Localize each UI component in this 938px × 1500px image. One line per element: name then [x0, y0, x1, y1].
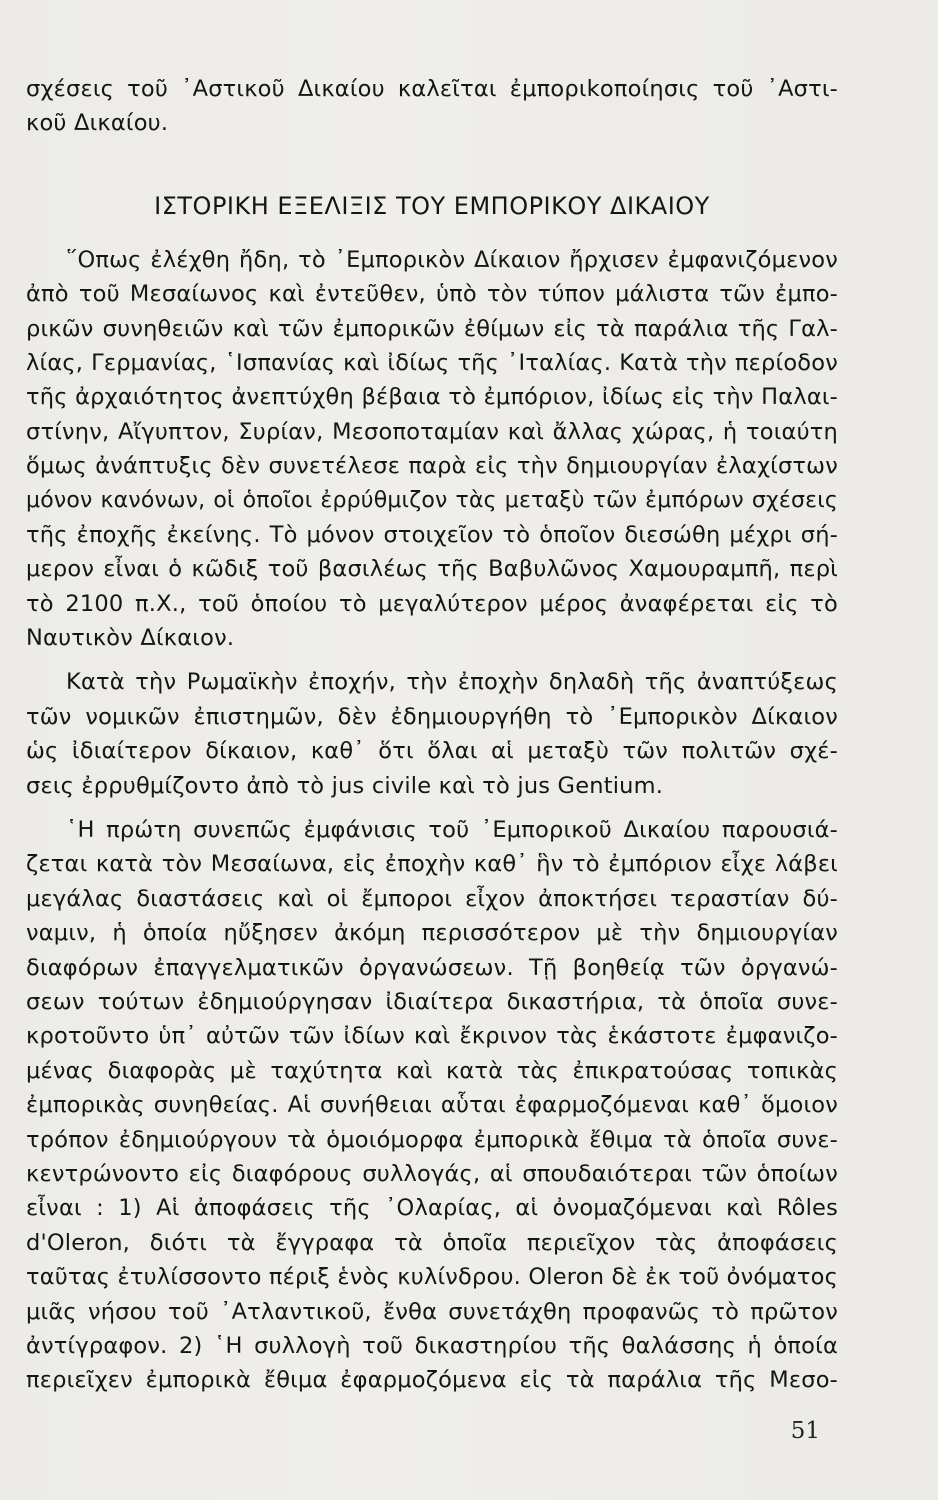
text-line: ῾Η πρώτη συνεπῶς ἐμφάνισις τοῦ ᾿Εμπορικοῦ Δικαίου παρουσιά-	[66, 817, 838, 844]
text-line: κοῦ Δικαίου.	[26, 110, 169, 137]
text-line: λίας, Γερμανίας, ῾Ισπανίας καὶ ἰδίως τῆς ᾿Ιταλίας. Κατὰ τὴν περίοδον	[26, 349, 838, 376]
text-line: ζεται κατὰ τὸν Μεσαίωνα, εἰς ἐποχὴν καθ᾿ ἣν τὸ ἐμπόριον εἶχε λάβει	[26, 851, 838, 878]
text-line: ἀπὸ τοῦ Μεσαίωνος καὶ ἐντεῦθεν, ὑπὸ τὸν τύπον μάλιστα τῶν ἐμπο-	[26, 281, 838, 308]
text-line: ταῦτας ἐτυλίσσοντο πέριξ ἑνὸς κυλίνδρου. Oleron δὲ ἐκ τοῦ ὀνόματος	[26, 1264, 839, 1291]
text-line: εἶναι : 1) Αἱ ἀποφάσεις τῆς ᾿Ολαρίας, αἱ ὀνομαζόμεναι καὶ Rôles	[26, 1195, 838, 1222]
text-block	[26, 72, 838, 1398]
text-line: ῞Οπως ἐλέχθη ἤδη, τὸ ᾿Εμπορικὸν Δίκαιον ἤρχισεν ἐμφανιζόμενον	[66, 246, 838, 273]
text-line: τῶν νομικῶν ἐπιστημῶν, δὲν ἐδημιουργήθη τὸ ᾿Εμπορικὸν Δίκαιον	[26, 703, 838, 730]
text-line: Κατὰ τὴν Ρωμαϊκὴν ἐποχήν, τὴν ἐποχὴν δηλαδὴ τῆς ἀναπτύξεως	[66, 669, 838, 696]
text-line: d'Oleron, διότι τὰ ἔγγραφα τὰ ὁποῖα περιεῖχον τὰς ἀποφάσεις	[26, 1229, 838, 1256]
page-number: 51	[790, 1418, 820, 1444]
text-line: μερον εἶναι ὁ κῶδιξ τοῦ βασιλέως τῆς Βαβυλῶνος Χαμουραμπῆ, περὶ	[26, 556, 838, 583]
text-line: σχέσεις τοῦ ᾿Αστικοῦ Δικαίου καλεῖται ἐμποριkοποίησις τοῦ ᾿Αστι-	[26, 76, 838, 102]
text-line: τῆς ἐποχῆς ἐκείνης. Τὸ μόνον στοιχεῖον τὸ ὁποῖον διεσώθη μέχρι σή-	[26, 521, 838, 548]
section-heading: ΙΣΤΟΡΙΚΗ ΕΞΕΛΙΞΙΣ ΤΟΥ ΕΜΠΟΡΙΚΟΥ ΔΙΚΑΙΟΥ	[154, 191, 710, 220]
text-line: τὸ 2100 π.Χ., τοῦ ὁποίου τὸ μεγαλύτερον μέρος ἀναφέρεται εἰς τὸ	[26, 590, 838, 617]
text-line: σεις ἐρρυθμίζοντο ἀπὸ τὸ jus civile καὶ τὸ jus Gentium.	[26, 772, 664, 799]
paragraph-2	[26, 665, 838, 803]
text-line: ναμιν, ἡ ὁποία ηὔξησεν ἀκόμη περισσότερον μὲ τὴν δημιουργίαν	[26, 920, 838, 947]
text-line: διαφόρων ἐπαγγελματικῶν ὀργανώσεων. Τῇ βοηθείᾳ τῶν ὀργανώ-	[26, 954, 838, 981]
text-line: τῆς ἀρχαιότητος ἀνεπτύχθη βέβαια τὸ ἐμπόριον, ἰδίως εἰς τὴν Παλαι-	[26, 384, 838, 411]
intro-paragraph	[26, 72, 838, 141]
text-line: ἀντίγραφον. 2) ῾Η συλλογὴ τοῦ δικαστηρίου τῆς θαλάσσης ἡ ὁποία	[26, 1332, 838, 1359]
text-line: ὅμως ἀνάπτυξις δὲν συνετέλεσε παρὰ εἰς τὴν δημιουργίαν ἐλαχίστων	[26, 453, 838, 480]
paragraph-1	[26, 243, 838, 656]
text-line: στίνην, Αἴγυπτον, Συρίαν, Μεσοποταμίαν καὶ ἄλλας χώρας, ἡ τοιαύτη	[26, 418, 838, 445]
text-line: περιεῖχεν ἐμπορικὰ ἔθιμα ἐφαρμοζόμενα εἰς τὰ παράλια τῆς Μεσο-	[26, 1367, 838, 1394]
text-line: ἐμπορικὰς συνηθείας. Αἱ συνήθειαι αὗται ἐφαρμοζόμεναι καθ᾿ ὅμοιον	[26, 1092, 838, 1119]
text-line: σεων τούτων ἐδημιούργησαν ἰδιαίτερα δικαστήρια, τὰ ὁποῖα συνε-	[26, 988, 838, 1015]
text-line: μόνον κανόνων, οἱ ὁποῖοι ἐρρύθμιζον τὰς μεταξὺ τῶν ἐμπόρων σχέσεις	[26, 487, 838, 513]
text-line: μένας διαφορὰς μὲ ταχύτητα καὶ κατὰ τὰς ἐπικρατούσας τοπικὰς	[26, 1057, 838, 1084]
text-line: μιᾶς νήσου τοῦ ᾿Ατλαντικοῦ, ἔνθα συνετάχθη προφανῶς τὸ πρῶτον	[26, 1298, 838, 1325]
text-line: τρόπον ἐδημιούργουν τὰ ὁμοιόμορφα ἐμπορικὰ ἔθιμα τὰ ὁποῖα συνε-	[26, 1126, 838, 1153]
text-line: ὡς ἰδιαίτερον δίκαιον, καθ᾿ ὅτι ὅλαι αἱ μεταξὺ τῶν πολιτῶν σχέ-	[26, 738, 838, 765]
text-line: ρικῶν συνηθειῶν καὶ τῶν ἐμπορικῶν ἐθίμων εἰς τὰ παράλια τῆς Γαλ-	[26, 315, 838, 342]
text-line: κεντρώνοντο εἰς διαφόρους συλλογάς, αἱ σπουδαιότεραι τῶν ὁποίων	[26, 1160, 838, 1187]
paragraph-3	[26, 813, 838, 1398]
text-line: Ναυτικὸν Δίκαιον.	[26, 625, 235, 652]
text-line: μεγάλας διαστάσεις καὶ οἱ ἔμποροι εἶχον ἀποκτήσει τεραστίαν δύ-	[26, 885, 838, 912]
text-line: κροτοῦντο ὑπ᾿ αὐτῶν τῶν ἰδίων καὶ ἔκρινον τὰς ἑκάστοτε ἐμφανιζο-	[26, 1023, 838, 1050]
